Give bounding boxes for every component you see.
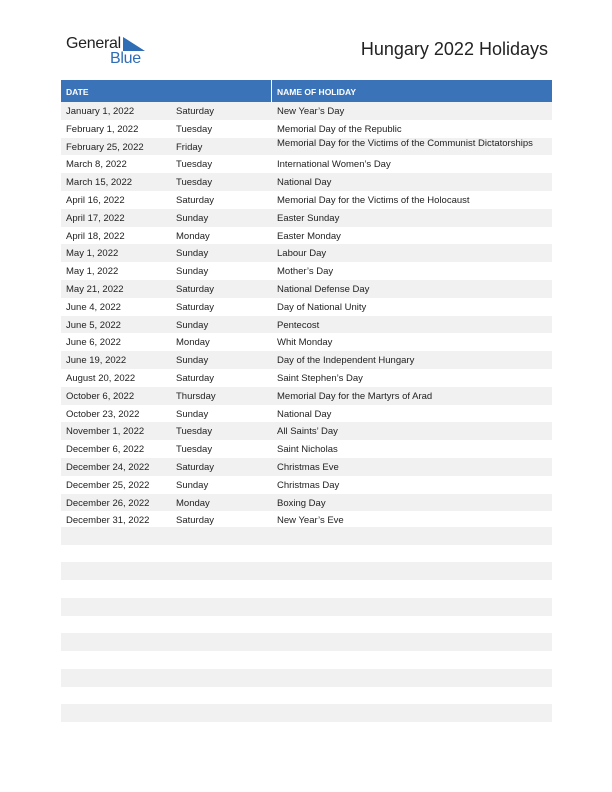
- holiday-name: Saint Nicholas: [277, 444, 338, 456]
- holiday-date: November 1, 2022: [66, 426, 145, 438]
- table-row: [61, 440, 552, 458]
- holiday-weekday: Monday: [176, 497, 210, 509]
- table-row: [61, 351, 552, 369]
- table-row: [61, 209, 552, 227]
- holiday-name: Memorial Day for the Victims of the Holocaust: [277, 194, 470, 206]
- holiday-date: March 8, 2022: [66, 159, 127, 171]
- table-row: [61, 298, 552, 316]
- table-row: [61, 316, 552, 334]
- holiday-date: June 6, 2022: [66, 337, 121, 349]
- table-row: [61, 405, 552, 423]
- logo-general-text: General: [66, 35, 121, 52]
- holiday-weekday: Saturday: [176, 461, 215, 473]
- table-row: [61, 102, 552, 120]
- table-row: [61, 494, 552, 512]
- holiday-date: December 25, 2022: [66, 479, 150, 491]
- holiday-weekday: Sunday: [176, 248, 209, 260]
- holiday-date: December 6, 2022: [66, 444, 145, 456]
- holiday-date: March 15, 2022: [66, 177, 133, 189]
- table-row: [61, 120, 552, 138]
- holiday-name: National Defense Day: [277, 283, 370, 295]
- empty-row: [61, 598, 552, 616]
- empty-row: [61, 669, 552, 687]
- table-row: [61, 333, 552, 351]
- table-row: [61, 173, 552, 191]
- holiday-date: April 17, 2022: [66, 212, 125, 224]
- holiday-name: All Saints’ Day: [277, 426, 338, 438]
- holiday-weekday: Friday: [176, 141, 203, 153]
- logo: [66, 35, 156, 69]
- holiday-name: Easter Sunday: [277, 212, 340, 224]
- holiday-weekday: Saturday: [176, 515, 215, 527]
- holiday-weekday: Sunday: [176, 266, 209, 278]
- holiday-date: June 4, 2022: [66, 301, 121, 313]
- holiday-weekday: Sunday: [176, 319, 209, 331]
- table-row: [61, 138, 552, 156]
- table-body: [61, 102, 552, 529]
- holiday-weekday: Tuesday: [176, 444, 213, 456]
- holiday-name: Pentecost: [277, 319, 320, 331]
- holiday-name: Mother’s Day: [277, 266, 334, 278]
- holiday-date: June 5, 2022: [66, 319, 121, 331]
- header-name: NAME OF HOLIDAY: [277, 87, 357, 97]
- holiday-date: October 23, 2022: [66, 408, 140, 420]
- holiday-date: August 20, 2022: [66, 372, 136, 384]
- holiday-date: April 18, 2022: [66, 230, 125, 242]
- empty-row: [61, 562, 552, 580]
- holiday-date: December 31, 2022: [66, 515, 150, 527]
- holiday-name: Memorial Day for the Victims of the Communist Dictatorships: [277, 137, 533, 149]
- holiday-weekday: Tuesday: [176, 426, 213, 438]
- holiday-weekday: Saturday: [176, 194, 215, 206]
- holiday-weekday: Sunday: [176, 355, 209, 367]
- table-row: [61, 476, 552, 494]
- holiday-table: [61, 80, 552, 529]
- holiday-date: October 6, 2022: [66, 390, 135, 402]
- empty-row: [61, 527, 552, 545]
- empty-row: [61, 704, 552, 722]
- empty-row: [61, 633, 552, 651]
- holiday-name: Saint Stephen’s Day: [277, 372, 363, 384]
- holiday-weekday: Saturday: [176, 106, 215, 117]
- holiday-name: Day of National Unity: [277, 301, 367, 313]
- holiday-weekday: Monday: [176, 230, 210, 242]
- holiday-name: Christmas Day: [277, 479, 340, 491]
- holiday-name: New Year’s Day: [277, 106, 345, 117]
- holiday-weekday: Sunday: [176, 479, 209, 491]
- table-row: [61, 422, 552, 440]
- holiday-name: Easter Monday: [277, 230, 341, 242]
- holiday-weekday: Saturday: [176, 301, 215, 313]
- holiday-name: National Day: [277, 408, 332, 420]
- holiday-weekday: Tuesday: [176, 177, 213, 189]
- holiday-name: Boxing Day: [277, 497, 326, 509]
- holiday-weekday: Monday: [176, 337, 210, 349]
- holiday-date: December 26, 2022: [66, 497, 150, 509]
- holiday-weekday: Thursday: [176, 390, 216, 402]
- table-row: [61, 227, 552, 245]
- logo-triangle-icon: [123, 37, 145, 51]
- logo-blue-text: Blue: [110, 50, 141, 67]
- holiday-date: May 1, 2022: [66, 248, 119, 260]
- holiday-name: Whit Monday: [277, 337, 333, 349]
- holiday-date: May 21, 2022: [66, 283, 124, 295]
- holiday-weekday: Tuesday: [176, 123, 213, 135]
- table-row: [61, 387, 552, 405]
- header-date: DATE: [66, 87, 89, 97]
- holiday-name: National Day: [277, 177, 332, 189]
- holiday-date: May 1, 2022: [66, 266, 119, 278]
- table-row: [61, 369, 552, 387]
- holiday-date: April 16, 2022: [66, 194, 125, 206]
- table-row: [61, 458, 552, 476]
- table-row: [61, 155, 552, 173]
- holiday-weekday: Saturday: [176, 372, 215, 384]
- page-title: Hungary 2022 Holidays: [360, 39, 548, 59]
- holiday-date: June 19, 2022: [66, 355, 127, 367]
- holiday-weekday: Sunday: [176, 408, 209, 420]
- holiday-date: February 1, 2022: [66, 123, 139, 135]
- holiday-weekday: Saturday: [176, 283, 215, 295]
- holiday-date: February 25, 2022: [66, 141, 144, 153]
- holiday-name: International Women’s Day: [277, 159, 391, 171]
- holiday-name: Memorial Day of the Republic: [277, 123, 402, 135]
- table-row: [61, 244, 552, 262]
- holiday-date: December 24, 2022: [66, 461, 150, 473]
- table-header: [61, 80, 552, 102]
- holiday-name: Labour Day: [277, 248, 327, 260]
- holiday-weekday: Sunday: [176, 212, 209, 224]
- holiday-name: New Year’s Eve: [277, 515, 344, 527]
- header-divider: [271, 80, 272, 102]
- holiday-name: Memorial Day for the Martyrs of Arad: [277, 390, 433, 402]
- table-row: [61, 280, 552, 298]
- table-row: [61, 191, 552, 209]
- holiday-name: Christmas Eve: [277, 461, 339, 473]
- holiday-date: January 1, 2022: [66, 106, 135, 117]
- holiday-weekday: Tuesday: [176, 159, 213, 171]
- holiday-name: Day of the Independent Hungary: [277, 355, 415, 367]
- table-row: [61, 262, 552, 280]
